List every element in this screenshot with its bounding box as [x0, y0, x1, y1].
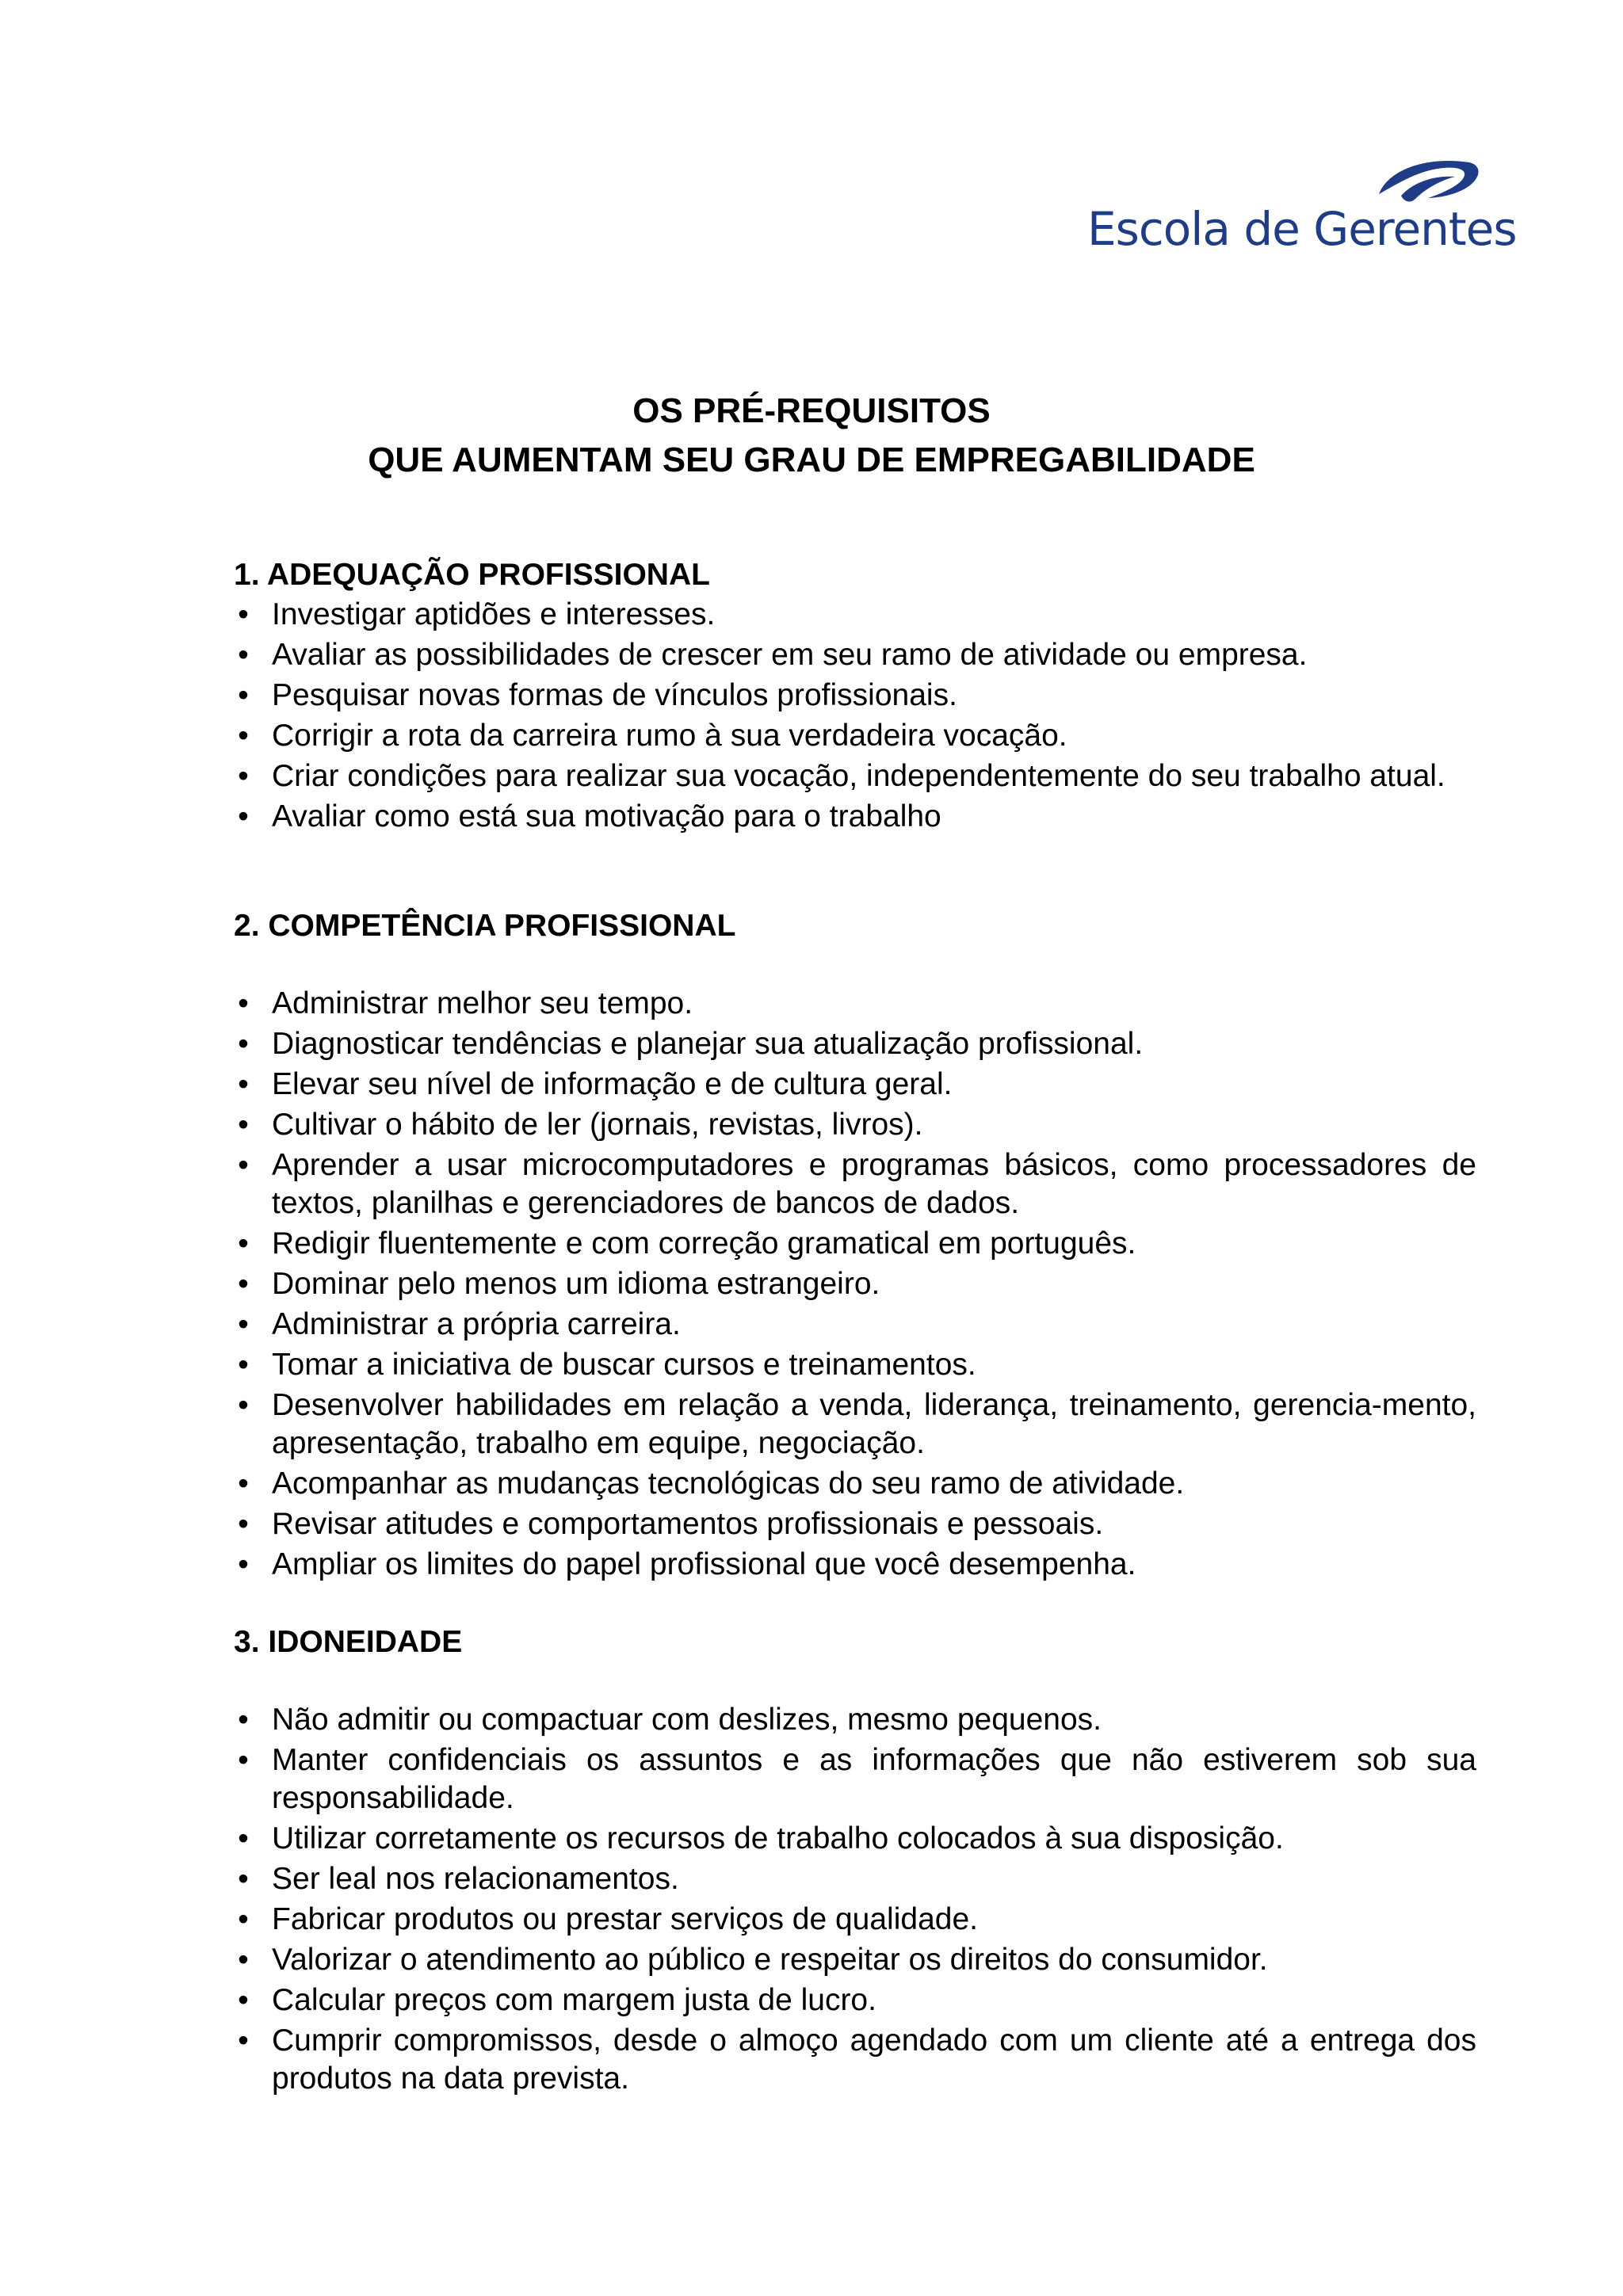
list-item — [234, 636, 1476, 674]
section-heading-competencia: 2. COMPETÊNCIA PROFISSIONAL — [234, 909, 736, 943]
list-item — [234, 1106, 1476, 1144]
bullet-icon: • — [238, 719, 249, 753]
bullet-icon: • — [238, 1267, 249, 1301]
list-item-text: Avaliar como está sua motivação para o trabalho — [272, 799, 941, 833]
bullet-icon: • — [238, 759, 249, 793]
bullet-icon: • — [238, 1943, 249, 1977]
logo-text: Escola de Gerentes — [1087, 202, 1517, 256]
list-item — [234, 717, 1476, 755]
list-item — [234, 1066, 1476, 1104]
bullet-icon: • — [238, 1108, 249, 1142]
logo — [1087, 154, 1517, 273]
list-item — [234, 798, 1476, 836]
section-list-competencia — [234, 985, 1476, 1584]
list-item — [234, 1860, 1476, 1898]
list-item-text: Fabricar produtos ou prestar serviços de qualidade. — [272, 1902, 978, 1936]
bullet-icon: • — [238, 1983, 249, 2017]
list-item-text: Ampliar os limites do papel profissional que você desempenha. — [272, 1547, 1136, 1581]
bullet-icon: • — [238, 1466, 249, 1501]
title-line-2: QUE AUMENTAM SEU GRAU DE EMPREGABILIDADE — [368, 441, 1255, 479]
list-item — [234, 1901, 1476, 1939]
list-item — [234, 1741, 1476, 1817]
list-item — [234, 1346, 1476, 1384]
bullet-icon: • — [238, 1902, 249, 1936]
section-heading-idoneidade: 3. IDONEIDADE — [234, 1625, 463, 1659]
bullet-icon: • — [238, 1547, 249, 1581]
bullet-icon: • — [238, 678, 249, 712]
list-item-text: Elevar seu nível de informação e de cultura geral. — [272, 1067, 953, 1101]
list-item-text: Desenvolver habilidades em relação a venda, liderança, treinamento, gerencia-mento, apresentação, trabalho em equipe, negociação. — [272, 1388, 1476, 1460]
bullet-icon: • — [238, 597, 249, 631]
list-item-text: Criar condições para realizar sua vocação, independentemente do seu trabalho atual. — [272, 759, 1445, 793]
list-item-text: Valorizar o atendimento ao público e respeitar os direitos do consumidor. — [272, 1943, 1268, 1977]
bullet-icon: • — [238, 1148, 249, 1182]
list-item-text: Diagnosticar tendências e planejar sua atualização profissional. — [272, 1027, 1144, 1061]
list-item-text: Administrar a própria carreira. — [272, 1307, 681, 1341]
list-item-text: Avaliar as possibilidades de crescer em seu ramo de atividade ou empresa. — [272, 638, 1308, 672]
list-item — [234, 1505, 1476, 1543]
document-title — [0, 387, 1623, 485]
bullet-icon: • — [238, 1226, 249, 1261]
bullet-icon: • — [238, 1743, 249, 1777]
list-item-text: Administrar melhor seu tempo. — [272, 986, 693, 1020]
section-heading-adequacao: 1. ADEQUAÇÃO PROFISSIONAL — [234, 558, 710, 592]
section-list-idoneidade — [234, 1701, 1476, 2098]
list-item-text: Não admitir ou compactuar com deslizes, mesmo pequenos. — [272, 1703, 1102, 1737]
bullet-icon: • — [238, 1307, 249, 1341]
list-item — [234, 1981, 1476, 2019]
bullet-icon: • — [238, 1821, 249, 1855]
list-item-text: Acompanhar as mudanças tecnológicas do seu ramo de atividade. — [272, 1466, 1185, 1501]
list-item — [234, 677, 1476, 715]
list-item-text: Cultivar o hábito de ler (jornais, revistas, livros). — [272, 1108, 923, 1142]
list-item — [234, 985, 1476, 1023]
document-body — [234, 555, 1476, 2100]
section-list-adequacao — [234, 596, 1476, 836]
bullet-icon: • — [238, 1388, 249, 1422]
bullet-icon: • — [238, 1703, 249, 1737]
list-item — [234, 596, 1476, 634]
list-item-text: Tomar a iniciativa de buscar cursos e treinamentos. — [272, 1348, 976, 1382]
bullet-icon: • — [238, 986, 249, 1020]
list-item — [234, 1941, 1476, 1979]
bullet-icon: • — [238, 1348, 249, 1382]
list-item-text: Cumprir compromissos, desde o almoço agendado com um cliente até a entrega dos produtos na data prevista. — [272, 2023, 1476, 2096]
list-item-text: Investigar aptidões e interesses. — [272, 597, 716, 631]
list-item-text: Revisar atitudes e comportamentos profissionais e pessoais. — [272, 1507, 1104, 1541]
list-item — [234, 757, 1476, 795]
list-item — [234, 1465, 1476, 1503]
list-item — [234, 1546, 1476, 1584]
list-item-text: Manter confidenciais os assuntos e as informações que não estiverem sob sua responsabilidade. — [272, 1743, 1476, 1815]
list-item-text: Utilizar corretamente os recursos de trabalho colocados à sua disposição. — [272, 1821, 1284, 1855]
list-item-text: Aprender a usar microcomputadores e programas básicos, como processadores de textos, planilhas e gerenciadores de bancos de dados. — [272, 1148, 1476, 1220]
bullet-icon: • — [238, 799, 249, 833]
list-item — [234, 1820, 1476, 1858]
list-item — [234, 1225, 1476, 1263]
bullet-icon: • — [238, 638, 249, 672]
bullet-icon: • — [238, 1027, 249, 1061]
list-item — [234, 1386, 1476, 1463]
list-item — [234, 1025, 1476, 1063]
list-item-text: Corrigir a rota da carreira rumo à sua verdadeira vocação. — [272, 719, 1067, 753]
list-item — [234, 1265, 1476, 1303]
list-item — [234, 1701, 1476, 1739]
bullet-icon: • — [238, 2023, 249, 2058]
list-item-text: Calcular preços com margem justa de lucro. — [272, 1983, 876, 2017]
list-item — [234, 2022, 1476, 2098]
title-line-1: OS PRÉ-REQUISITOS — [632, 391, 991, 430]
list-item-text: Pesquisar novas formas de vínculos profissionais. — [272, 678, 957, 712]
list-item — [234, 1306, 1476, 1344]
list-item-text: Ser leal nos relacionamentos. — [272, 1862, 679, 1896]
list-item — [234, 1146, 1476, 1222]
bullet-icon: • — [238, 1067, 249, 1101]
bullet-icon: • — [238, 1862, 249, 1896]
list-item-text: Dominar pelo menos um idioma estrangeiro. — [272, 1267, 880, 1301]
bullet-icon: • — [238, 1507, 249, 1541]
list-item-text: Redigir fluentemente e com correção gramatical em português. — [272, 1226, 1136, 1261]
